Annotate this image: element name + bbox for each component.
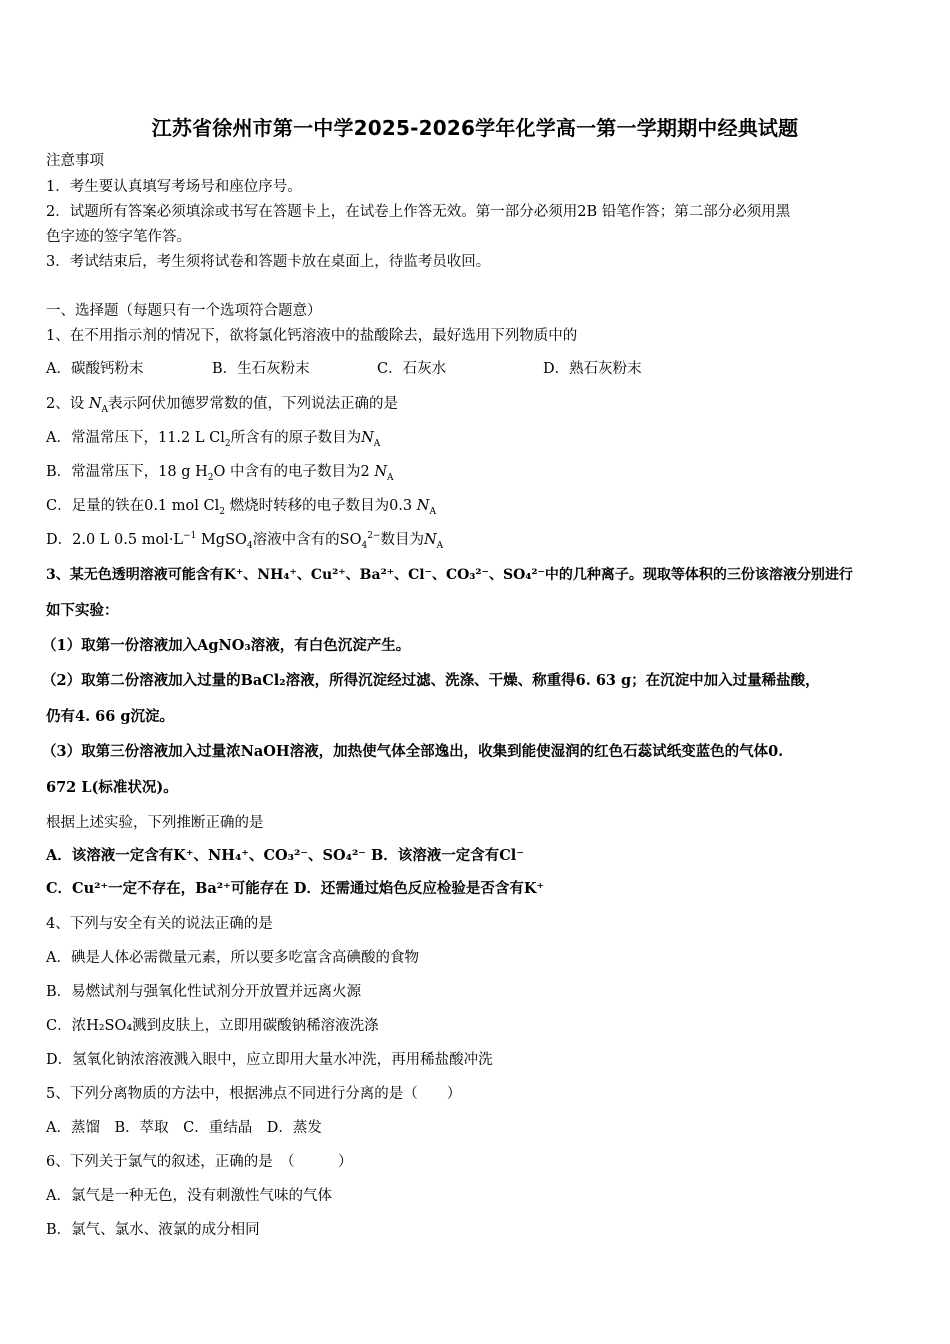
na-symbol: N <box>374 464 388 480</box>
subscript: 4 <box>361 540 368 551</box>
question-5-stem: 5、下列分离物质的方法中，根据沸点不同进行分离的是（ ） <box>46 1086 462 1102</box>
na-subscript: A <box>101 404 109 415</box>
option-text: 数目为 <box>380 532 424 548</box>
question-4-option-a: A．碘是人体必需微量元素，所以要多吃富含高碘酸的食物 <box>46 950 419 966</box>
subscript: 2 <box>207 472 214 483</box>
question-3-exp3: （3）取第三份溶液加入过量浓NaOH溶液，加热使气体全部逸出，收集到能使湿润的红色石蕊试纸变蓝色的气体0. <box>42 743 784 760</box>
option-text: 所含有的原子数目为 <box>230 430 362 446</box>
notice-item: 1．考生要认真填写考场号和座位序号。 <box>46 179 302 195</box>
question-3-ask: 根据上述实验，下列推断正确的是 <box>46 815 264 831</box>
superscript: 2− <box>367 531 381 542</box>
notice-heading: 注意事项 <box>46 153 104 169</box>
question-6-stem: 6、下列关于氯气的叙述，正确的是 （ ） <box>46 1154 353 1170</box>
notice-item: 2．试题所有答案必须填涂或书写在答题卡上，在试卷上作答无效。第一部分必须用2B 铅笔作答；第二部分必须用黑 <box>46 204 791 220</box>
question-6-option-b: B．氯气、氯水、液氯的成分相同 <box>46 1222 260 1238</box>
question-2-option-b <box>46 462 394 482</box>
stem-text: 表示阿伏加德罗常数的值，下列说法正确的是 <box>108 396 399 412</box>
na-symbol: N <box>416 498 430 514</box>
question-2-option-a <box>46 428 380 448</box>
question-3-options-ab: A．该溶液一定含有K⁺、NH₄⁺、CO₃²⁻、SO₄²⁻ B．该溶液一定含有Cl⁻ <box>46 847 524 864</box>
question-1-stem: 1、在不用指示剂的情况下，欲将氯化钙溶液中的盐酸除去，最好选用下列物质中的 <box>46 328 578 344</box>
na-subscript: A <box>436 540 444 551</box>
question-3-options-cd: C．Cu²⁺一定不存在，Ba²⁺可能存在 D．还需通过焰色反应检验是否含有K⁺ <box>46 880 545 897</box>
notice-item: 3．考试结束后，考生须将试卷和答题卡放在桌面上，待监考员收回。 <box>46 254 491 270</box>
question-3-stem-cont: 如下实验： <box>46 602 119 619</box>
option-text: MgSO <box>196 532 247 548</box>
page-title: 江苏省徐州市第一中学2025-2026学年化学高一第一学期期中经典试题 <box>151 116 799 140</box>
question-4-option-b: B．易燃试剂与强氧化性试剂分开放置并远离火源 <box>46 984 362 1000</box>
option-c: C．石灰水 <box>377 361 447 377</box>
question-2-option-d <box>46 530 443 550</box>
question-3-exp2-cont: 仍有4. 66 g沉淀。 <box>46 708 175 725</box>
question-6-option-a: A．氯气是一种无色，没有刺激性气味的气体 <box>46 1188 332 1204</box>
question-4-stem: 4、下列与安全有关的说法正确的是 <box>46 916 273 932</box>
question-3-stem: 3、某无色透明溶液可能含有K⁺、NH₄⁺、Cu²⁺、Ba²⁺、Cl⁻、CO₃²⁻、SO₄²⁻中的几种离子。现取等体积的三份该溶液分别进行 <box>46 567 853 583</box>
question-3-exp3-cont: 672 L(标准状况)。 <box>46 779 178 796</box>
option-text: O 中含有的电子数目为2 <box>213 464 375 480</box>
question-4-option-c: C．浓H₂SO₄溅到皮肤上，立即用碳酸钠稀溶液洗涤 <box>46 1018 379 1034</box>
question-2-stem <box>46 394 398 414</box>
question-5-options: A．蒸馏 B．萃取 C．重结晶 D．蒸发 <box>46 1120 322 1136</box>
na-symbol: N <box>361 430 374 446</box>
subscript: 2 <box>224 438 231 449</box>
option-text: A．常温常压下，11.2 L Cl <box>46 430 225 446</box>
option-text: 燃烧时转移的电子数目为0.3 <box>224 498 417 514</box>
na-subscript: A <box>387 472 394 483</box>
option-a: A．碳酸钙粉末 <box>46 361 144 377</box>
notice-item: 色字迹的签字笔作答。 <box>46 229 191 245</box>
na-subscript: A <box>373 438 381 449</box>
option-d: D．熟石灰粉末 <box>543 361 642 377</box>
subscript: 2 <box>219 506 225 517</box>
option-text: C．足量的铁在0.1 mol Cl <box>46 498 220 514</box>
na-symbol: N <box>88 396 102 412</box>
option-text: 溶液中含有的SO <box>252 532 362 548</box>
option-text: D．2.0 L 0.5 mol·L <box>46 532 184 548</box>
option-b: B．生石灰粉末 <box>212 361 310 377</box>
question-3-exp1: （1）取第一份溶液加入AgNO₃溶液，有白色沉淀产生。 <box>42 637 411 654</box>
subscript: 4 <box>246 540 253 551</box>
na-symbol: N <box>423 532 437 548</box>
option-text: B．常温常压下，18 g H <box>46 464 208 480</box>
superscript: −1 <box>183 531 197 542</box>
stem-text: 2、设 <box>46 396 89 412</box>
question-4-option-d: D．氢氧化钠浓溶液溅入眼中，应立即用大量水冲洗，再用稀盐酸冲洗 <box>46 1052 493 1068</box>
question-2-option-c <box>46 496 436 516</box>
section-heading: 一、选择题（每题只有一个选项符合题意） <box>46 303 322 319</box>
question-3-exp2: （2）取第二份溶液加入过量的BaCl₂溶液，所得沉淀经过滤、洗涤、干燥、称重得6. 63 g；在沉淀中加入过量稀盐酸， <box>42 672 820 689</box>
na-subscript: A <box>429 506 436 517</box>
